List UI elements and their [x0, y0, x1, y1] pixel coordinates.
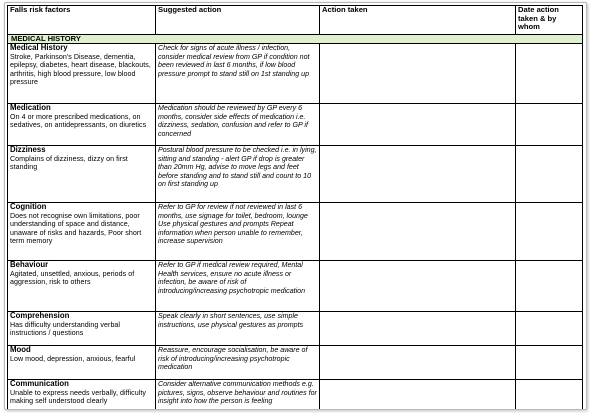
- risk-description: Stroke, Parkinson's Disease, dementia, epilepsy, diabetes, heart disease, blackouts, arthritis, high blood pressure, low blood pressure: [10, 53, 151, 87]
- header-suggested-action: Suggested action: [156, 6, 320, 35]
- date-action-cell[interactable]: [516, 44, 583, 104]
- header-date-action: Date action taken & by whom: [516, 6, 583, 35]
- risk-title: Communication: [10, 379, 69, 389]
- risk-description: Agitated, unsettled, anxious, periods of aggression, risk to others: [10, 270, 135, 287]
- risk-description: Does not recognise own limitations, poor understanding of space and distance, unaware of risks and hazards, Poor short term memory: [10, 212, 142, 246]
- action-taken-cell[interactable]: [320, 312, 516, 346]
- table-row: [8, 380, 583, 410]
- risk-title: Medication: [10, 103, 51, 113]
- table-row: [8, 312, 583, 346]
- date-action-cell[interactable]: [516, 104, 583, 146]
- suggested-action-cell: Speak clearly in short sentences, use simple instructions, use physical gestures as prompts: [156, 312, 320, 346]
- table-row: [8, 44, 583, 104]
- section-row: [8, 35, 583, 44]
- risk-title: Mood: [10, 345, 31, 355]
- table-row: [8, 261, 583, 312]
- risk-factor-cell: [8, 261, 156, 312]
- suggested-action-cell: Check for signs of acute illness / infection, consider medical review from GP if condition not been reviewed in last 6 months, if low blood pressure prompt to stand still on 1st standing up: [156, 44, 320, 104]
- risk-title: Behaviour: [10, 260, 49, 270]
- risk-description: On 4 or more prescribed medications, on sedatives, on antidepressants, on diuretics: [10, 113, 147, 130]
- risk-factor-cell: [8, 380, 156, 410]
- action-taken-cell[interactable]: [320, 146, 516, 203]
- risk-description: Unable to express needs verbally, difficulty making self understood clearly: [10, 389, 146, 406]
- document-frame: [4, 2, 587, 410]
- risk-factor-cell: [8, 104, 156, 146]
- risk-factor-cell: [8, 203, 156, 261]
- risk-title: Comprehension: [10, 311, 70, 321]
- date-action-cell[interactable]: [516, 380, 583, 410]
- suggested-action-cell: Refer to GP if medical review required, Mental Health services, ensure no acute illness or infection, be aware of risk of introducing/increasing psychotropic medication: [156, 261, 320, 312]
- risk-factor-cell: [8, 44, 156, 104]
- action-taken-cell[interactable]: [320, 346, 516, 380]
- risk-description: Has difficulty understanding verbal instructions / questions: [10, 321, 121, 338]
- risk-factor-cell: [8, 346, 156, 380]
- action-taken-cell[interactable]: [320, 261, 516, 312]
- risk-description: Complains of dizziness, dizzy on first standing: [10, 155, 128, 172]
- suggested-action-cell: Medication should be reviewed by GP every 6 months, consider side effects of medication i.e. dizziness, sedation, confusion and refer to GP if concerned: [156, 104, 320, 146]
- table-row: [8, 146, 583, 203]
- action-taken-cell[interactable]: [320, 104, 516, 146]
- date-action-cell[interactable]: [516, 261, 583, 312]
- suggested-action-cell: Refer to GP for review if not reviewed in last 6 months, use signage for toilet, bedroom, lounge Use physical gestures and prompts Repeat information when person unable to remember, increase supervision: [156, 203, 320, 261]
- date-action-cell[interactable]: [516, 346, 583, 380]
- header-risk-factors: Falls risk factors: [8, 6, 156, 35]
- suggested-action-cell: Reassure, encourage socialisation, be aware of risk of introducing/increasing psychotropic medication: [156, 346, 320, 380]
- falls-risk-table: [7, 5, 583, 410]
- date-action-cell[interactable]: [516, 203, 583, 261]
- risk-factor-cell: [8, 312, 156, 346]
- action-taken-cell[interactable]: [320, 44, 516, 104]
- table-row: [8, 104, 583, 146]
- risk-title: Dizziness: [10, 145, 46, 155]
- action-taken-cell[interactable]: [320, 380, 516, 410]
- suggested-action-cell: Consider alternative communication methods e.g. pictures, signs, observe behaviour and routines for insight into how the person is feeling: [156, 380, 320, 410]
- date-action-cell[interactable]: [516, 146, 583, 203]
- table-row: [8, 203, 583, 261]
- header-row: [8, 6, 583, 35]
- header-action-taken: Action taken: [320, 6, 516, 35]
- table-row: [8, 346, 583, 380]
- section-title: MEDICAL HISTORY: [8, 35, 583, 44]
- risk-title: Medical History: [10, 43, 68, 53]
- risk-description: Low mood, depression, anxious, fearful: [10, 355, 136, 363]
- action-taken-cell[interactable]: [320, 203, 516, 261]
- risk-title: Cognition: [10, 202, 47, 212]
- date-action-cell[interactable]: [516, 312, 583, 346]
- risk-factor-cell: [8, 146, 156, 203]
- suggested-action-cell: Postural blood pressure to be checked i.e. in lying, sitting and standing - alert GP if drop is greater than 20mm Hg, advise to move legs and feet before standing and to stand still and count to 10 on first standing up: [156, 146, 320, 203]
